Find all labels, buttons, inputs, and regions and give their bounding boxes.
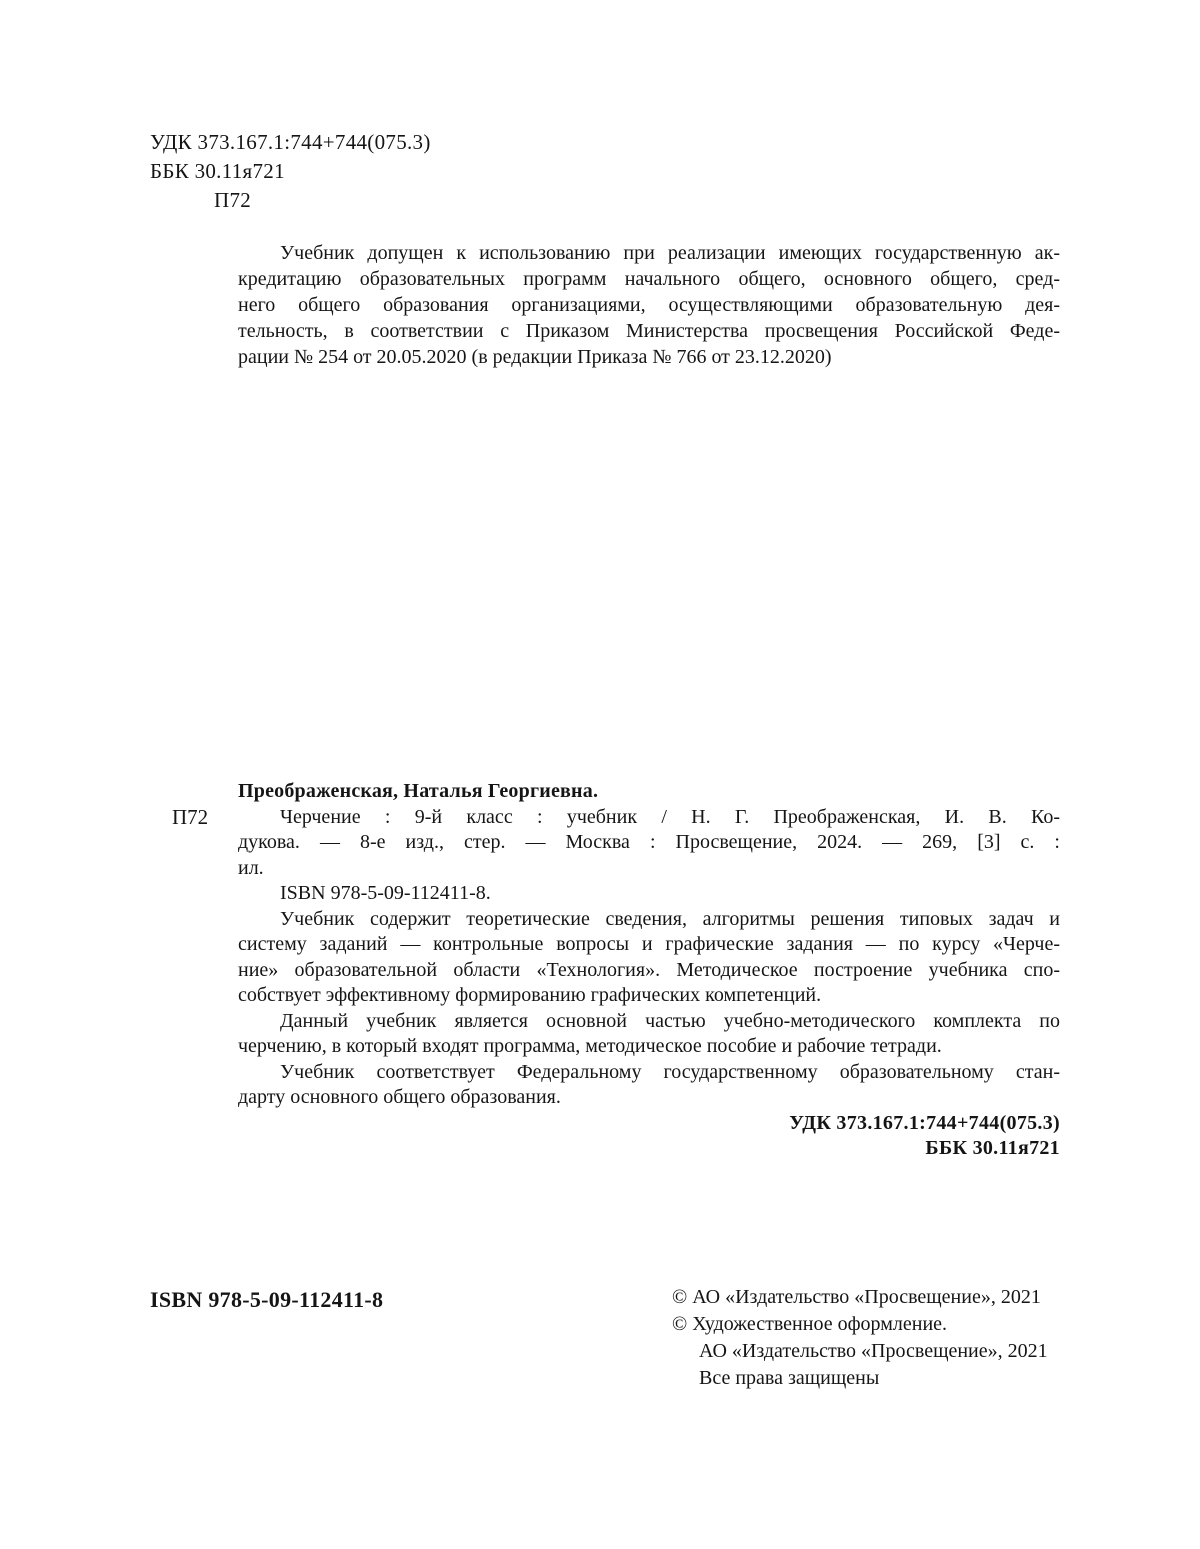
admission-line: Учебник допущен к использованию при реализации имеющих государственную ак-	[280, 242, 1060, 264]
admission-line: тельность, в соответствии с Приказом Министерства просвещения Российской Феде-	[238, 320, 1060, 342]
catalog-card	[238, 779, 1060, 1162]
footer-isbn: ISBN 978-5-09-112411-8	[150, 1287, 384, 1312]
bbk-code: ББК 30.11я721	[150, 159, 285, 183]
header-codes-block	[150, 128, 431, 215]
copyright-line-publisher: © АО «Издательство «Просвещение», 2021	[672, 1286, 1041, 1308]
catalog-isbn: ISBN 978-5-09-112411-8.	[280, 882, 491, 904]
admission-line: него общего образования организациями, осуществляющими образовательную дея-	[238, 294, 1060, 316]
catalog-entry-line: Черчение : 9-й класс : учебник / Н. Г. Преображенская, И. В. Ко-	[280, 805, 1060, 828]
annotation-line: Учебник соответствует Федеральному государственному образовательному стан-	[280, 1060, 1060, 1083]
copyright-line-rights: Все права защищены	[699, 1367, 880, 1389]
catalog-entry-line: дукова. — 8-е изд., стер. — Москва : Просвещение, 2024. — 269, [3] с. :	[238, 831, 1060, 853]
annotation-line: систему заданий — контрольные вопросы и графические задания — по курсу «Черче-	[238, 933, 1060, 955]
annotation-line: ние» образовательной области «Технология». Методическое построение учебника спо-	[238, 958, 1060, 981]
catalog-author-heading: Преображенская, Наталья Георгиевна.	[238, 780, 599, 802]
author-sign: П72	[214, 188, 252, 212]
catalog-author-sign: П72	[172, 805, 209, 829]
bbk-code-bold: ББК 30.11я721	[925, 1137, 1060, 1159]
copyright-block	[672, 1284, 1048, 1392]
annotation-line: дарту основного общего образования.	[238, 1086, 561, 1108]
annotation-line: черчению, в который входят программа, методическое пособие и рабочие тетради.	[238, 1035, 942, 1057]
copyright-line-artwork: © Художественное оформление.	[672, 1313, 948, 1335]
copyright-line-publisher-2: АО «Издательство «Просвещение», 2021	[699, 1340, 1048, 1362]
catalog-entry-line: ил.	[238, 856, 264, 879]
annotation-line: собствует эффективному формированию графических компетенций.	[238, 984, 822, 1006]
annotation-line: Данный учебник является основной частью учебно-методического комплекта по	[280, 1009, 1060, 1032]
admission-line: рации № 254 от 20.05.2020 (в редакции Приказа № 766 от 23.12.2020)	[238, 346, 832, 368]
udk-code-bold: УДК 373.167.1:744+744(075.3)	[789, 1111, 1060, 1134]
udk-code: УДК 373.167.1:744+744(075.3)	[150, 130, 431, 154]
annotation-line: Учебник содержит теоретические сведения, алгоритмы решения типовых задач и	[280, 907, 1060, 930]
admission-notice	[238, 240, 1060, 370]
admission-line: кредитацию образовательных программ начального общего, основного общего, сред-	[238, 268, 1060, 290]
